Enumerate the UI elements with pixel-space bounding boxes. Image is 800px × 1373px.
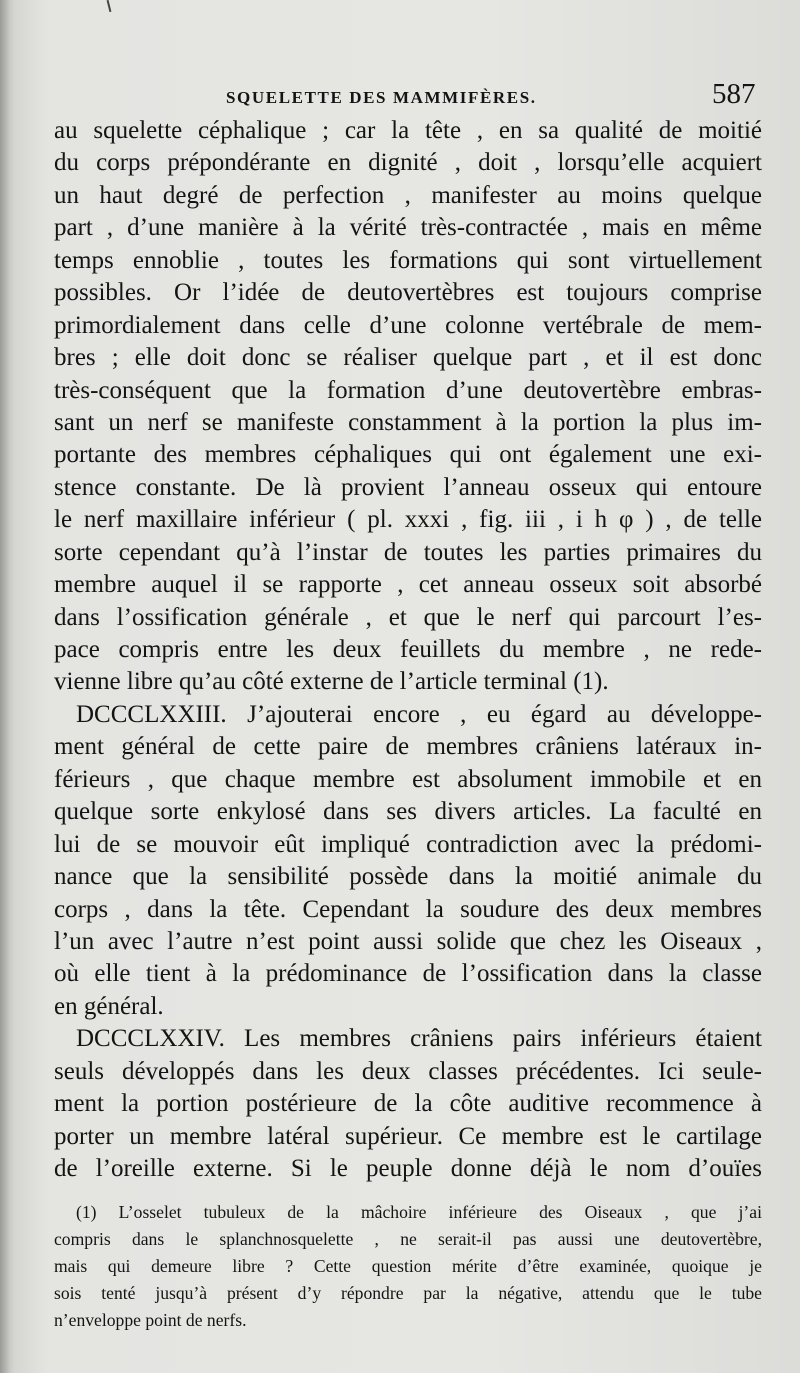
text-line: porter un membre latéral supérieur. Ce membre est le cartilage	[54, 1122, 762, 1150]
text-line: pace compris entre les deux feuillets du membre , ne rede-	[54, 636, 762, 663]
text-line: primordialement dans celle d’une colonne vertébrale de mem-	[54, 311, 762, 339]
text-line: un haut degré de perfection , manifester au moins quelque	[54, 181, 762, 209]
footnote-line: compris dans le splanchnosquelette , ne serait-il pas aussi une deutovertèbre,	[54, 1229, 762, 1249]
text-line: en général.	[54, 992, 164, 1020]
text-line: membre auquel il se rapporte , cet anneau osseux soit absorbé	[54, 571, 762, 599]
text-line: dans l’ossification générale , et que le nerf qui parcourt l’es-	[54, 603, 762, 631]
text-line: de l’oreille externe. Si le peuple donne déjà le nom d’ouïes	[54, 1155, 762, 1182]
text-line: corps , dans la tête. Cependant la soudure des deux membres	[54, 895, 762, 923]
text-line: ment la portion postérieure de la côte auditive recommence à	[54, 1090, 762, 1118]
text-line: quelque sorte enkylosé dans ses divers articles. La faculté en	[54, 798, 762, 826]
footnote-line: n’enveloppe point de nerfs.	[54, 1310, 247, 1330]
text-line: temps ennoblie , toutes les formations qui sont virtuellement	[54, 246, 762, 274]
page-gutter-shadow	[0, 0, 14, 1373]
paragraph-start-line: DCCCLXXIII. J’ajouterai encore , eu égard au développe-	[76, 700, 762, 728]
text-line: nance que la sensibilité possède dans la moitié animale du	[54, 863, 762, 891]
footnote	[54, 1199, 762, 1334]
text-line: portante des membres céphaliques qui ont également une exi-	[54, 441, 762, 469]
text-line: sant un nerf se manifeste constamment à la portion la plus im-	[54, 408, 762, 436]
text-line: très-conséquent que la formation d’une deutovertèbre embras-	[54, 376, 762, 404]
text-line: sorte cependant qu’à l’instar de toutes les parties primaires du	[54, 538, 762, 566]
running-head: SQUELETTE DES MAMMIFÈRES.	[226, 88, 537, 107]
text-line: au squelette céphalique ; car la tête , en sa qualité de moitié	[54, 117, 762, 144]
footnote-line: sois tenté jusqu’à présent d’y répondre par la négative, attendu que le tube	[54, 1283, 762, 1303]
text-line: du corps prépondérante en dignité , doit , lorsqu’elle acquiert	[54, 149, 762, 177]
text-line: bres ; elle doit donc se réaliser quelque part , et il est donc	[54, 344, 762, 372]
text-line: ment général de cette paire de membres crâniens latéraux in-	[54, 733, 762, 761]
text-line: stence constante. De là provient l’anneau osseux qui entoure	[54, 473, 762, 501]
text-line: où elle tient à la prédominance de l’ossification dans la classe	[54, 960, 762, 988]
footnote-line: (1) L’osselet tubuleux de la mâchoire inférieure des Oiseaux , que j’ai	[76, 1202, 762, 1222]
body-text	[54, 115, 762, 1185]
text-line: le nerf maxillaire inférieur ( pl. xxxi , fig. iii , i h φ ) , de telle	[54, 506, 762, 534]
page-header	[0, 78, 800, 114]
text-line: vienne libre qu’au côté externe de l’article terminal (1).	[54, 668, 609, 696]
print-mark	[107, 0, 112, 12]
footnote-line: mais qui demeure libre ? Cette question mérite d’être examinée, quoique je	[54, 1256, 762, 1276]
text-line: seuls développés dans les deux classes précédentes. Ici seule-	[54, 1057, 762, 1085]
text-line: l’un avec l’autre n’est point aussi solide que chez les Oiseaux ,	[54, 927, 762, 955]
text-line: part , d’une manière à la vérité très-contractée , mais en même	[54, 214, 762, 242]
text-line: lui de se mouvoir eût impliqué contradiction avec la prédomi-	[54, 830, 762, 858]
text-line: férieurs , que chaque membre est absolument immobile et en	[54, 765, 762, 793]
page-number: 587	[712, 78, 756, 110]
text-line: possibles. Or l’idée de deutovertèbres est toujours comprise	[54, 279, 762, 307]
paragraph-start-line: DCCCLXXIV. Les membres crâniens pairs inférieurs étaient	[76, 1025, 762, 1053]
